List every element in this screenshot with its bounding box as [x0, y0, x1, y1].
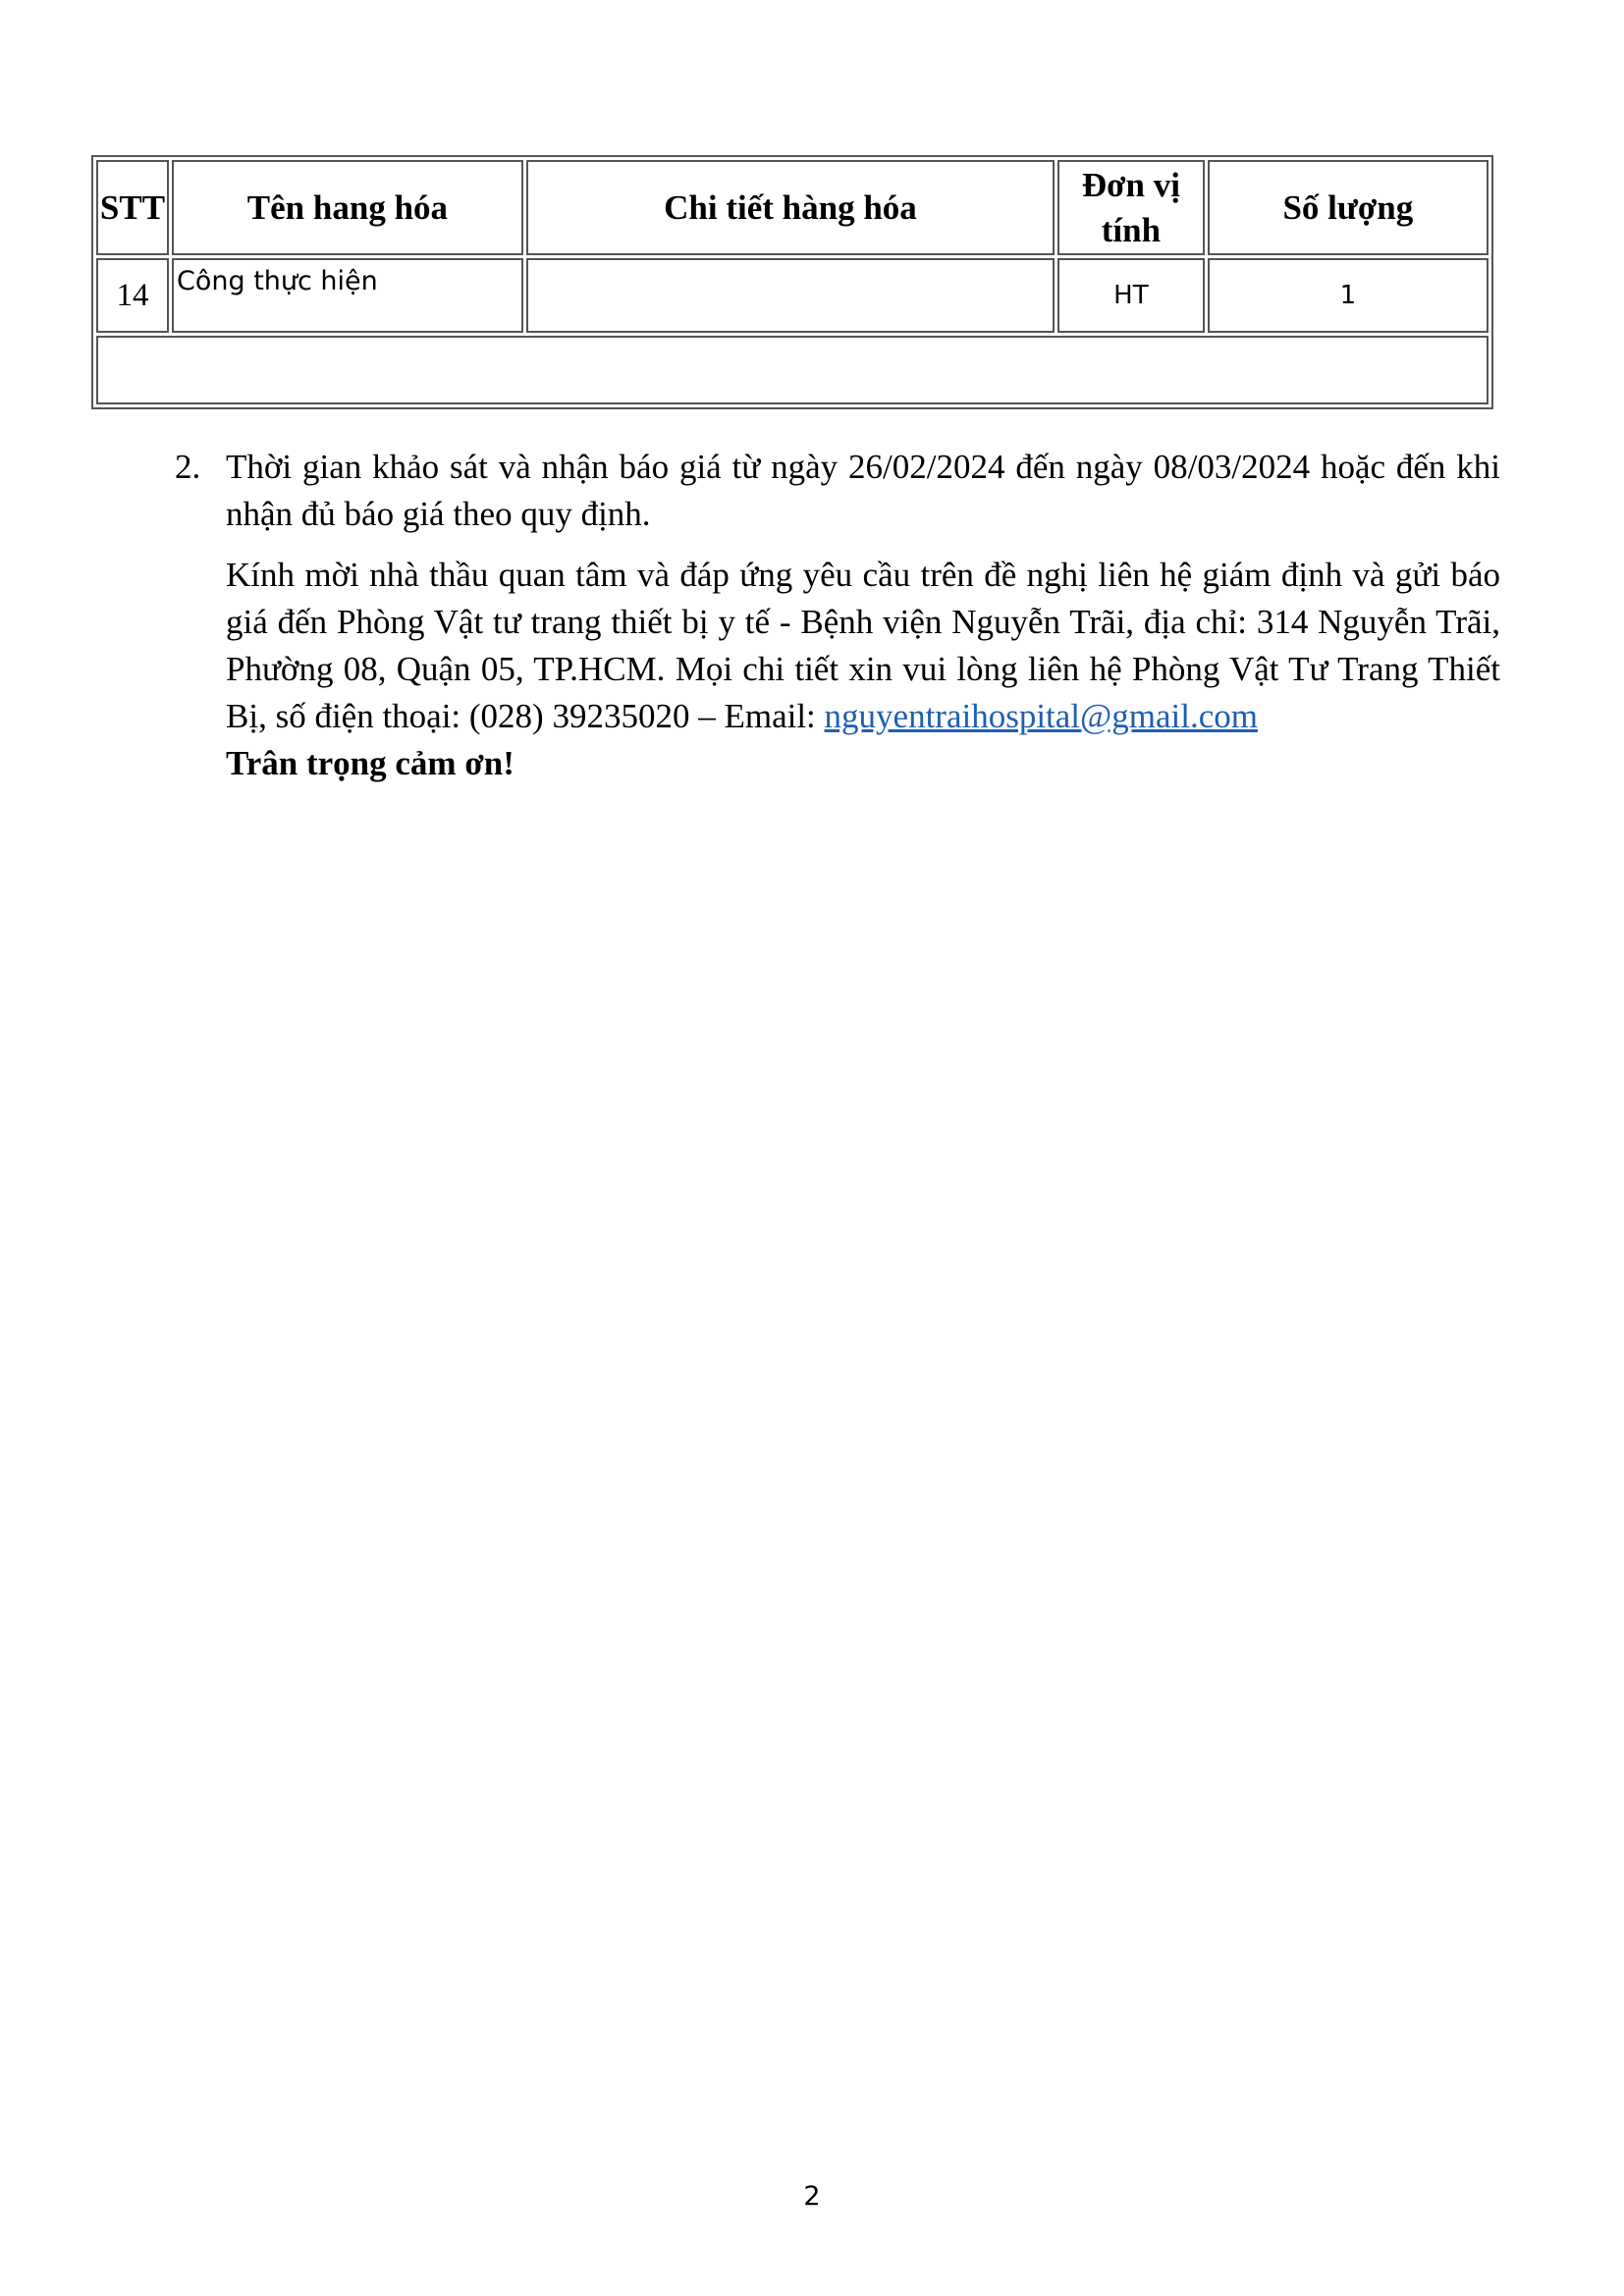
cell-qty: 1 — [1208, 258, 1489, 333]
header-detail: Chi tiết hàng hóa — [526, 160, 1055, 255]
header-stt: STT — [96, 160, 169, 255]
invitation-paragraph — [226, 552, 1500, 740]
cell-stt: 14 — [96, 258, 169, 333]
survey-period-text: Thời gian khảo sát và nhận báo giá từ ngày 26/02/2024 đến ngày 08/03/2024 hoặc đến khi nhận đủ báo giá theo quy định. — [226, 448, 1500, 533]
cell-unit: HT — [1057, 258, 1205, 333]
cell-name: Công thực hiện — [172, 258, 523, 333]
thanks-text: Trân trọng cảm ơn! — [226, 744, 514, 782]
header-unit — [1057, 160, 1205, 255]
goods-table — [91, 155, 1493, 409]
list-number: 2. — [175, 448, 201, 486]
table-row-empty — [96, 336, 1489, 404]
cell-detail — [526, 258, 1055, 333]
empty-cell — [96, 336, 1489, 404]
page-number: 2 — [803, 2181, 821, 2212]
table-row — [96, 258, 1489, 333]
header-name: Tên hang hóa — [172, 160, 523, 255]
list-item-2 — [175, 444, 1500, 538]
header-unit-label: Đơn vị tính — [1081, 165, 1180, 249]
invitation-text: Kính mời nhà thầu quan tâm và đáp ứng yêu cầu trên đề nghị liên hệ giám định và gửi báo giá đến Phòng Vật tư trang thiết bị y tế - Bệnh viện Nguyễn Trãi, địa chỉ: 314 Nguyễn Trãi, Phường 08, Quận 05, TP.HCM. Mọi chi tiết xin vui lòng liên hệ Phòng Vật Tư Trang Thiết Bị, số điện thoại: (028) 39235020 – Email: — [226, 556, 1500, 735]
body-text — [175, 444, 1500, 787]
email-link[interactable]: nguyentraihospital@gmail.com — [824, 697, 1258, 735]
table-header-row — [96, 160, 1489, 255]
header-qty: Số lượng — [1208, 160, 1489, 255]
